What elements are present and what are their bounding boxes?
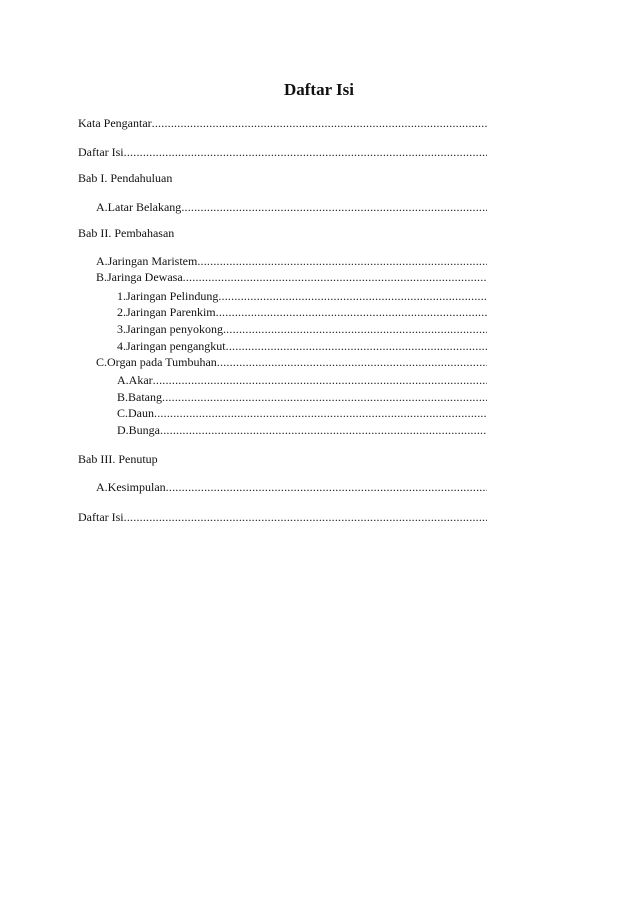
toc-entry-number: A.	[96, 200, 108, 214]
toc-entry-number: A.	[96, 254, 108, 268]
toc-entry-label: Jaringan penyokong	[126, 322, 223, 336]
dot-leader	[154, 406, 487, 420]
dot-leader	[166, 480, 487, 494]
toc-entry-number: C.	[117, 406, 129, 420]
toc-entry-number: 1.	[117, 289, 126, 303]
dot-leader	[153, 373, 487, 387]
toc-entry-number: B.	[96, 270, 108, 284]
dot-leader	[218, 289, 487, 303]
toc-entry-organ-pada-tumbuhan	[96, 355, 487, 369]
toc-entry-kesimpulan	[96, 480, 487, 494]
toc-entry-label: Daftar Isi	[78, 510, 124, 524]
toc-entry-label: Organ pada Tumbuhan	[107, 355, 217, 369]
toc-entry-number: A.	[96, 480, 108, 494]
toc-entry-number: B.	[117, 390, 129, 404]
toc-entry-jaringan-maristem	[96, 254, 487, 268]
toc-entry-latar-belakang	[96, 200, 487, 214]
toc-entry-label: Jaringan pengangkut	[126, 339, 226, 353]
section-heading-bab-2: Bab II. Pembahasan	[78, 226, 175, 240]
toc-entry-label: Daftar Isi	[78, 145, 124, 159]
toc-entry-label: Jaringan Pelindung	[126, 289, 219, 303]
dot-leader	[124, 510, 487, 524]
dot-leader	[124, 145, 487, 159]
toc-entry-label: Kesimpulan	[107, 480, 166, 494]
toc-entry-number: 3.	[117, 322, 126, 336]
dot-leader	[217, 355, 487, 369]
toc-entry-label: Daun	[128, 406, 155, 420]
dot-leader	[152, 116, 487, 130]
toc-entry-number: 2.	[117, 305, 126, 319]
toc-entry-kata-pengantar	[78, 116, 487, 130]
toc-entry-label: Akar	[128, 373, 153, 387]
dot-leader	[226, 339, 487, 353]
toc-entry-jaringan-parenkim	[117, 305, 487, 319]
toc-entry-label: Bunga	[128, 423, 161, 437]
toc-entry-label: Latar Belakang	[107, 200, 182, 214]
toc-entry-label: Jaringan Maristem	[107, 254, 198, 268]
dot-leader	[160, 423, 487, 437]
toc-entry-jaringan-pelindung	[117, 289, 487, 303]
toc-entry-label: Jaringa Dewasa	[107, 270, 183, 284]
toc-entry-label: Jaringan Parenkim	[126, 305, 216, 319]
dot-leader	[223, 322, 487, 336]
toc-entry-number: A.	[117, 373, 129, 387]
dot-leader	[216, 305, 487, 319]
toc-entry-number: C.	[96, 355, 108, 369]
page-title: Daftar Isi	[283, 80, 355, 99]
toc-entry-label: Kata Pengantar	[78, 116, 152, 130]
dot-leader	[181, 200, 487, 214]
dot-leader	[162, 390, 487, 404]
dot-leader	[197, 254, 487, 268]
section-heading-bab-3: Bab III. Penutup	[78, 452, 158, 466]
toc-entry-number: D.	[117, 423, 129, 437]
toc-entry-akar	[117, 373, 487, 387]
dot-leader	[183, 270, 487, 284]
toc-entry-label: Batang	[128, 390, 163, 404]
section-heading-bab-1: Bab I. Pendahuluan	[78, 171, 173, 185]
toc-entry-jaringa-dewasa	[96, 270, 487, 284]
toc-entry-number: 4.	[117, 339, 126, 353]
toc-entry-jaringan-pengangkut	[117, 339, 487, 353]
toc-entry-jaringan-penyokong	[117, 322, 487, 336]
toc-entry-daun	[117, 406, 487, 420]
toc-entry-daftar-isi	[78, 145, 487, 159]
toc-entry-bunga	[117, 423, 487, 437]
toc-entry-batang	[117, 390, 487, 404]
toc-entry-daftar-isi-end	[78, 510, 487, 524]
